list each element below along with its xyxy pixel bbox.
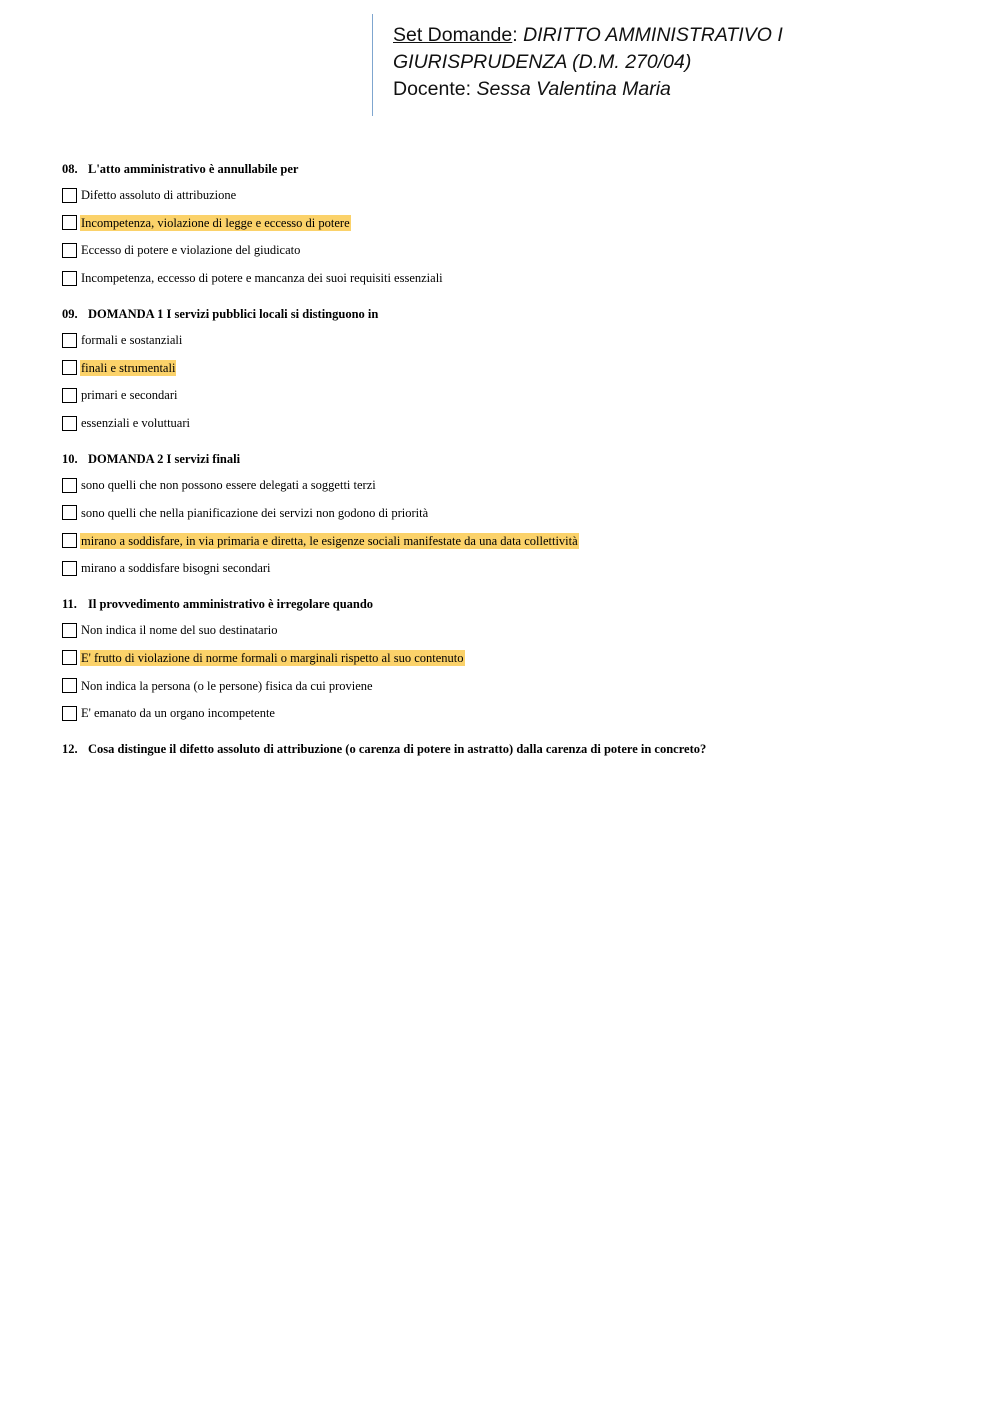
answer-checkbox[interactable] bbox=[62, 360, 77, 375]
questions-list bbox=[62, 160, 962, 775]
question-title bbox=[62, 595, 962, 613]
question-number: 11. bbox=[62, 597, 77, 612]
question-title bbox=[62, 160, 962, 178]
answer-text: Non indica il nome del suo destinatario bbox=[81, 623, 278, 638]
answer-option[interactable] bbox=[62, 503, 962, 523]
question-11 bbox=[62, 595, 962, 723]
answer-checkbox[interactable] bbox=[62, 416, 77, 431]
question-10 bbox=[62, 450, 962, 578]
answer-checkbox[interactable] bbox=[62, 243, 77, 258]
answer-option[interactable] bbox=[62, 240, 962, 260]
answer-text: primari e secondari bbox=[81, 388, 178, 403]
answer-checkbox[interactable] bbox=[62, 650, 77, 665]
teacher-line bbox=[393, 76, 932, 103]
answer-checkbox[interactable] bbox=[62, 188, 77, 203]
question-title bbox=[62, 305, 962, 323]
answer-checkbox[interactable] bbox=[62, 271, 77, 286]
answer-text: E' emanato da un organo incompetente bbox=[81, 706, 275, 721]
question-text: DOMANDA 2 I servizi finali bbox=[88, 452, 241, 467]
answer-text: sono quelli che nella pianificazione dei servizi non godono di priorità bbox=[81, 505, 429, 520]
set-label: Set Domande bbox=[393, 24, 513, 46]
answer-option[interactable] bbox=[62, 531, 962, 551]
question-number: 08. bbox=[62, 162, 78, 176]
answer-option[interactable] bbox=[62, 558, 962, 578]
answer-text: mirano a soddisfare bisogni secondari bbox=[81, 561, 271, 576]
answer-text: formali e sostanziali bbox=[81, 333, 183, 348]
question-08 bbox=[62, 160, 962, 288]
answer-checkbox[interactable] bbox=[62, 478, 77, 493]
answer-checkbox[interactable] bbox=[62, 623, 77, 638]
answer-text: Difetto assoluto di attribuzione bbox=[81, 188, 237, 202]
answer-option[interactable] bbox=[62, 385, 962, 405]
question-text: Il provvedimento amministrativo è irregolare quando bbox=[88, 597, 374, 612]
question-number: 10. bbox=[62, 452, 78, 467]
set-separator: : bbox=[512, 24, 518, 46]
answer-checkbox[interactable] bbox=[62, 706, 77, 721]
answer-option[interactable] bbox=[62, 475, 962, 495]
answer-checkbox[interactable] bbox=[62, 561, 77, 576]
answer-text-highlighted: Incompetenza, violazione di legge e eccesso di potere bbox=[81, 215, 350, 230]
answer-option[interactable] bbox=[62, 330, 962, 350]
answer-option[interactable] bbox=[62, 185, 962, 205]
question-number: 12. bbox=[62, 742, 78, 757]
answer-checkbox[interactable] bbox=[62, 388, 77, 403]
answer-checkbox[interactable] bbox=[62, 215, 77, 230]
teacher-label: Docente: bbox=[393, 78, 472, 100]
question-title bbox=[62, 450, 962, 468]
document-header bbox=[372, 14, 932, 116]
answer-checkbox[interactable] bbox=[62, 678, 77, 693]
answer-text: sono quelli che non possono essere delegati a soggetti terzi bbox=[81, 478, 376, 493]
set-line bbox=[393, 22, 932, 49]
answer-text-highlighted: finali e strumentali bbox=[81, 360, 176, 375]
answer-checkbox[interactable] bbox=[62, 333, 77, 348]
answer-option[interactable] bbox=[62, 413, 962, 433]
answer-checkbox[interactable] bbox=[62, 505, 77, 520]
answer-text-highlighted: mirano a soddisfare, in via primaria e diretta, le esigenze sociali manifestate da una data collettività bbox=[81, 533, 578, 548]
course-title-line2: GIURISPRUDENZA (D.M. 270/04) bbox=[393, 51, 692, 73]
answer-checkbox[interactable] bbox=[62, 533, 77, 548]
answer-option[interactable] bbox=[62, 268, 962, 288]
question-title bbox=[62, 740, 962, 758]
question-text: DOMANDA 1 I servizi pubblici locali si distinguono in bbox=[88, 307, 379, 322]
answer-option[interactable] bbox=[62, 676, 962, 696]
answer-option[interactable] bbox=[62, 648, 962, 668]
answer-text: Non indica la persona (o le persone) fisica da cui proviene bbox=[81, 678, 373, 693]
course-title-line1: DIRITTO AMMINISTRATIVO I bbox=[523, 24, 783, 46]
question-number: 09. bbox=[62, 307, 78, 322]
answer-option[interactable] bbox=[62, 213, 962, 233]
question-12 bbox=[62, 740, 962, 758]
question-text: Cosa distingue il difetto assoluto di attribuzione (o carenza di potere in astratto) dalla carenza di potere in concreto? bbox=[88, 742, 707, 757]
teacher-name: Sessa Valentina Maria bbox=[476, 78, 671, 100]
answer-option[interactable] bbox=[62, 703, 962, 723]
answer-text: Incompetenza, eccesso di potere e mancanza dei suoi requisiti essenziali bbox=[81, 271, 443, 286]
answer-option[interactable] bbox=[62, 620, 962, 640]
answer-text: Eccesso di potere e violazione del giudicato bbox=[81, 243, 301, 258]
answer-text: essenziali e voluttuari bbox=[81, 416, 190, 431]
question-09 bbox=[62, 305, 962, 433]
answer-option[interactable] bbox=[62, 358, 962, 378]
question-text: L'atto amministrativo è annullabile per bbox=[88, 162, 299, 176]
answer-text-highlighted: E' frutto di violazione di norme formali o marginali rispetto al suo contenuto bbox=[81, 650, 464, 665]
